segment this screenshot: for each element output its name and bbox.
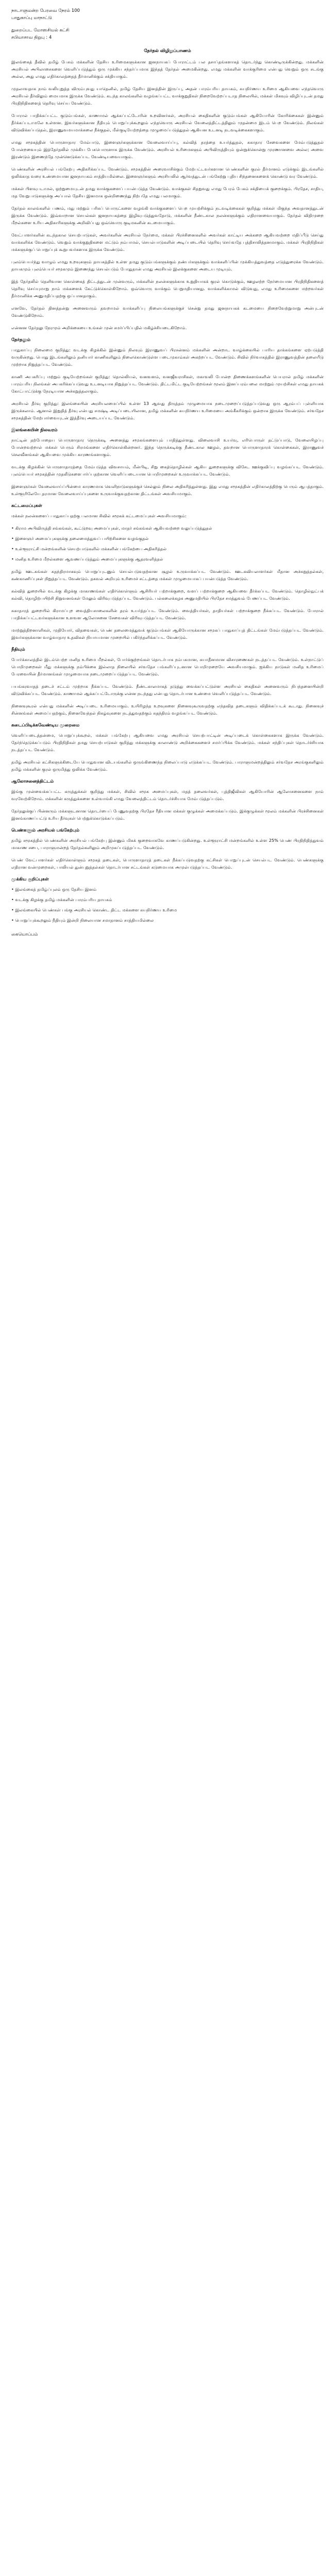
subheading-3-intro: மக்கள் நலன்களைப் பாதுகாப்பதற்கு பலமான சிவில் சமூகக் கட்டமைப்புகள் அவசியமாகும்: (11, 513, 187, 518)
paragraph: எமது சமூகத்தின் பொருளாதார மேம்பாடு, இளைஞர்களுக்கான வேலைவாய்ப்பு, கல்வித் தரத்தை உயர்த்துதல், சுகாதார சேவைகளை மேம்படுத்துதல் போன்றவையும் இத்தேர்தலில் முக்கிய பேசுபொருளாக இருக்க வேண்டும். அரசியல் உரிமைகளும் அபிவிருத்தியும் ஒன்றுக்கொன்று முரணானவை அல்ல; அவை இரண்டும் இணைந்தே முன்னெடுக்கப்பட வேண்டியவையாகும். (11, 140, 324, 159)
document-title: தேர்தல் விழிறுப்பாணம் (144, 48, 191, 54)
section-4 (11, 346, 324, 421)
paragraph: கல்வித் துறையில் வடக்கு கிழக்கு மாகாணங்கள் எதிர்கொள்ளும் ஆசிரியர் பற்றாக்குறை, வளப் பற்றாக்குறை ஆகியவை தீர்க்கப்பட வேண்டும். தொழில்நுட்பக் கல்வி, தொழிற்பயிற்சி நிறுவனங்கள் மேலும் விரிவுபடுத்தப்பட வேண்டும். பல்கலைக்கழக அனுமதியில் பிரதேச சமத்துவம் பேணப்பட வேண்டும். (11, 588, 324, 601)
bullet-list-2 (11, 886, 324, 924)
subheading-3: கட்டமைப்புகள் (11, 503, 42, 509)
header-line-4: சபியாசாவ திறுபு : 4 (11, 35, 52, 40)
section-7 (11, 656, 324, 717)
paragraph: இலங்கைத் தீவில் தமிழ் பேசும் மக்களின் தேசிய உரிமைகளுக்கான ஜனநாயகப் போராட்டம் பல தசாப்தங்களாகத் தொடர்ந்து கொண்டிருக்கின்றது. மக்களின் அரசியல் அபிலாசைகளை வெளிப்படுத்தும் ஒரு முக்கிய சந்தர்ப்பமாக இந்தத் தேர்தல் அமைகின்றது. எமது மக்களின் வாக்குரிமை என்பது வெறும் ஒரு சடங்கு அல்ல, அது எமது எதிர்காலத்தைத் தீர்மானிக்கும் சக்தியாகும். (11, 59, 324, 79)
paragraph: தேர்தலுக்குப் பின்னரும் மக்களுடனான தொடர்பைப் பேணுவதற்கு பிரதேச ரீதியான மக்கள் குழுக்கள் அமைக்கப்படும். இக்குழுக்கள் மூலம் மக்களின் பிரச்சினைகள் இனங்காணப்பட்டு உரிய தீர்வுகள் பெற்றுக்கொடுக்கப்படும். (11, 808, 324, 821)
paragraph: இங்கு முன்வைக்கப்பட்ட கருத்துக்கள் குறித்து மக்கள், சிவில் சமூக அமைப்புகள், மதத் தலைவர்கள், புத்திஜீவிகள் ஆகியோரின் ஆலோசனைகளை நாம் வரவேற்கிறோம். மக்களின் கருத்துக்களை உள்வாங்கி எமது வேலைத்திட்டம் தொடர்ச்சியாக மேம்படுத்தப்படும். (11, 789, 324, 801)
paragraph: தமிழ் ஊடகங்கள் சுதந்திரமாகவும் பொறுப்புடனும் செயல்படுவதற்கான சூழல் உருவாக்கப்பட வேண்டும். ஊடகவியலாளர்கள் மீதான அச்சுறுத்தல்கள், கண்காணிப்புகள் நிறுத்தப்பட வேண்டும். தகவல் அறியும் உரிமைச் சட்டத்தை மக்கள் முழுமையாகப் பயன்படுத்த வேண்டும். (11, 569, 324, 581)
paragraph: போரால் பாதிக்கப்பட்ட குடும்பங்கள், காணாமல் ஆக்கப்பட்டோரின் உறவினர்கள், அரசியல் கைதிகளின் குடும்பங்கள் ஆகியோரின் கோரிக்கைகள் இன்னும் தீர்க்கப்படாமலே உள்ளன. இவர்களுக்கான நீதியும் பொறுப்புக்கூறலும் எந்தவொரு அரசியல் வேலைத்திட்டத்திலும் முதன்மை இடம் பெற வேண்டும். நிலங்கள் விடுவிக்கப்படுதல், இராணுவமயமாக்கலை நீக்குதல், மீள்குடியேற்றத்தை முழுமைப்படுத்துதல் ஆகியன உடனடி நடவடிக்கைகளாகும். (11, 113, 324, 132)
bullet-item: • உள்ளூராட்சி மன்றங்களின் செயற்பாடுகளில் மக்களின் பங்கேற்பை அதிகரித்தல் (11, 545, 324, 552)
paragraph: தேர்தல் காலங்களில் பணம், மது மற்றும் பரிசுப் பொருட்களை வழங்கி வாக்குகளைப் பெற முயற்சிக்கும் நடவடிக்கைகள் குறித்து மக்கள் மிகுந்த அவதானத்துடன் இருக்க வேண்டும். இவ்வாறான செயல்கள் ஜனநாயகத்தை இழிவுபடுத்துவதோடு, மக்களின் நீண்டகால நலன்களுக்கும் எதிரானவையாகும். தேர்தல் விதிமுறை மீறல்களை உரிய அதிகாரிகளுக்கு அறிவிப்பது ஒவ்வொரு குடிமகனின் கடமையாகும். (11, 206, 324, 225)
paragraph: இளைஞர்கள் வேலைவாய்ப்பின்மை காரணமாக வெளிநாடுகளுக்குச் செல்லும் நிலை அதிகரித்துள்ளது. இது எமது சமூகத்தின் எதிர்காலத்திற்கு பெரும் ஆபத்தாகும். உள்ளூரிலேயே தரமான வேலைவாய்ப்புகளை உருவாக்குவதற்கான திட்டங்கள் அவசியமாகும். (11, 484, 324, 496)
signature-line: கையொப்பம் (11, 932, 38, 937)
header-line-1: நாடாளுமன்ற பேரவை நேரம் 100 (11, 8, 80, 13)
section-2 (11, 205, 324, 273)
bullet-item: • இளைஞர் அமைப்புகளுக்கு தலைமைத்துவப் பயிற்சிகளை வழங்குதல் (11, 535, 324, 542)
paragraph: மாற்றுத்திறனாளிகள், முதியோர், விதவைகள், பெண் தலைமைத்துவக் குடும்பங்கள் ஆகியோருக்கான சமூகப் பாதுகாப்புத் திட்டங்கள் மேம்படுத்தப்பட வேண்டும். இவர்களுக்கான வாழ்வாதார உதவிகள் நியாயமான முறையில் பகிர்ந்தளிக்கப்பட வேண்டும். (11, 628, 324, 640)
subheading-6: ஆலோசனைத்திட்டம் (11, 779, 54, 784)
header-line-2: பாதுகாப்பு மாநாட்டு (11, 15, 52, 21)
paragraph: வெளிப்படைத்தன்மை, பொறுப்புக்கூறல், மக்கள் பங்கேற்பு ஆகியவை எமது அரசியல் செயற்பாட்டின் அடிப்படைக் கொள்கைகளாக இருக்க வேண்டும். தேர்ந்தெடுக்கப்படும் பிரதிநிதிகள் தமது செயற்பாடுகள் குறித்து மக்களுக்கு காலாண்டு அறிக்கைகளைச் சமர்ப்பிக்க வேண்டும். மக்கள் சந்திப்புகள் தொடர்ச்சியாக நடத்தப்பட வேண்டும். (11, 733, 324, 752)
paragraph: போர்க்காலத்தில் இடம்பெற்ற மனித உரிமை மீறல்கள், போர்க்குற்றங்கள் தொடர்பாக நம்பகமான, சுயாதீனமான விசாரணைகள் நடத்தப்பட வேண்டும். உள்நாட்டுப் பொறிமுறைகள் மீது மக்களுக்கு நம்பிக்கை இல்லாத நிலையில் சர்வதேச பங்களிப்புடனான பொறிமுறையே அவசியமாகும். ஐக்கிய நாடுகள் மனித உரிமைப் பேரவையின் தீர்மானங்கள் முழுமையாக நடைமுறைப்படுத்தப்பட வேண்டும். (11, 657, 324, 676)
paragraph: பெண் வேட்பாளர்கள் எதிர்கொள்ளும் சமூகத் தடைகள், பொருளாதாரத் தடைகள் நீக்கப்படுவதற்கு கட்சிகள் பொறுப்புடன் செயல்பட வேண்டும். பெண்களுக்கு எதிரான வன்முறைகள், பாலியல் துன்புறுத்தல்கள் தொடர்பான சட்டங்கள் கடுமையாக அமுல்படுத்தப்பட வேண்டும். (11, 857, 324, 870)
paragraph: தமிழ் சமூகத்தில் பெண்களின் அரசியல் பங்கேற்பு இன்னும் மிகக் குறைவாகவே காணப்படுகின்றது. உள்ளூராட்சி மன்றங்களில் உள்ள 25% பெண் பிரதிநிதித்துவம் மாகாண சபை, பாராளுமன்றத் தேர்தல்களிலும் அறிமுகப்படுத்தப்பட வேண்டும். (11, 838, 324, 850)
bullet-item: • பொறுப்புக்கூறலும் நீதியும் இன்றி நிலையான சமாதானம் சாத்தியமில்லை (11, 917, 324, 924)
paragraph: மக்கள் பிளவுபடாமல், ஒற்றுமையுடன் தமது வாக்குகளைப் பயன்படுத்த வேண்டும். வாக்குகள் சிதறுவது எமது பேரம் பேசும் சக்தியைக் குறைக்கும். பிரதேச, சாதிய, மத வேறுபாடுகளுக்கு அப்பால் தேசிய இனமாக ஒன்றிணைந்து நிற்பதே எமது பலமாகும். (11, 186, 324, 198)
paragraph: புலம்பெயர்ந்து வாழும் எமது உறவுகளும் தாயகத்தில் உள்ள தமது குடும்பங்களுக்கும் நண்பர்களுக்கும் வாக்களிப்பின் முக்கியத்துவத்தை எடுத்துரைக்க வேண்டும். தாயகமும் புலம்பெயர் சமூகமும் இணைந்து செயல்படும் போதுதான் எமது அரசியல் இலக்குகளை அடைய முடியும். (11, 259, 324, 272)
section-10 (11, 837, 324, 871)
paragraph: பயங்கரவாதத் தடைச் சட்டம் முற்றாக நீக்கப்பட வேண்டும். நீண்டகாலமாகத் தடுத்து வைக்கப்பட்டுள்ள அரசியல் கைதிகள் அனைவரும் நிபந்தனையின்றி விடுவிக்கப்பட வேண்டும். காணாமல் ஆக்கப்பட்டோருக்கு என்ன நடந்தது என்பது தொடர்பான உண்மை வெளிப்படுத்தப்பட வேண்டும். (11, 684, 324, 696)
paragraph: தமிழ் அரசியல் கட்சிகளுக்கிடையே பொதுவான விடயங்களில் ஒருங்கிணைந்த நிலைப்பாடு எடுக்கப்பட வேண்டும். பாராளுமன்றத்திலும் சர்வதேச அரங்குகளிலும் தமிழ் மக்களின் குரல் ஒருமித்து ஒலிக்க வேண்டும். (11, 759, 324, 772)
header-line-3: துறைப்பட மோஸசியல் கட்சி (11, 28, 70, 33)
paragraph: காணி அபகரிப்பு மற்றும் குடியேற்றங்கள் குறித்து: தொல்லியல், வனவளம், வனஜீவராசிகள், மகாவலி போன்ற திணைக்களங்களின் பெயரால் தமிழ் மக்களின் பாரம்பரிய நிலங்கள் அபகரிக்கப்படுவது உடனடியாக நிறுத்தப்பட வேண்டும். திட்டமிட்ட குடியேற்றங்கள் மூலம் இனப்பரம்பலை மாற்றும் முயற்சிகள் எமது தாயகக் கோட்பாட்டுக்கு நேரடியான அச்சுறுத்தலாகும். (11, 374, 324, 394)
section-3 (11, 278, 324, 319)
subheading-1: தேர்தலும் (11, 337, 31, 343)
bullet-item: • கிராம அபிவிருத்தி சங்கங்கள், கூட்டுறவு அமைப்புகள், மாதர் சங்கங்கள் ஆகியவற்றை வலுப்படுத்துதல் (11, 524, 324, 532)
paragraph: எனவே, தேர்தல் தினத்தன்று அனைவரும் தவறாமல் வாக்களிப்பு நிலையங்களுக்குச் சென்று தமது ஜனநாயகக் கடமையை நிறைவேற்றுமாறு அன்புடன் வேண்டுகிறோம். (11, 306, 324, 318)
subheading-4: நீதியும் (11, 647, 25, 652)
section-8 (11, 732, 324, 773)
section-6 (11, 568, 324, 641)
bullet-item: • இலங்கையில் பெண்கள் பங்கு அரசியல் கொண்ட திட்ட மக்களை சுயநிர்ணய உரிமை (11, 906, 324, 913)
document-page (0, 0, 335, 938)
subheading-5: கடைப்பிடிக்கவேண்டிய முறைமை (11, 723, 80, 728)
paragraph: சுகாதாரத் துறையில் கிராமப்புற வைத்தியசாலைகளின் தரம் உயர்த்தப்பட வேண்டும். வைத்தியர்கள், தாதியர்கள் பற்றாக்குறை நீக்கப்பட வேண்டும். போரால் பாதிக்கப்பட்டவர்களுக்கான உளவள ஆலோசனை சேவைகள் விரிவுபடுத்தப்பட வேண்டும். (11, 608, 324, 620)
subheading-2: இலங்கையின் நிலவரம் (11, 428, 58, 433)
bullet-item: • மனித உரிமை மீறல்களை ஆவணப்படுத்தும் அமைப்புகளுக்கு ஆதரவளித்தல் (11, 555, 324, 563)
subheading-8: முக்கிய குறிப்புகள் (11, 877, 49, 882)
section-9 (11, 788, 324, 822)
paragraph: அரசியல் தீர்வு குறித்து: இலங்கையின் அரசியலமைப்பில் உள்ள 13 ஆவது திருத்தம் முழுமையாக நடைமுறைப்படுத்தப்படுவது ஒரு ஆரம்பப் புள்ளியாக இருக்கலாம். ஆனால் இறுதித் தீர்வு என்பது சமஷ்டி அடிப்படையிலான, தமிழ் மக்களின் சுயநிர்ணய உரிமையை அங்கீகரிக்கும் ஒன்றாக இருக்க வேண்டும். சர்வதேச சமூகத்தின் மேற்பார்வையுடன் இத்தீர்வு அடையப்பட வேண்டும். (11, 401, 324, 420)
bullet-list-1 (11, 524, 324, 563)
paragraph: வேட்பாளர்களின் கடந்தகால செயற்பாடுகள், அவர்களின் அரசியல் நேர்மை, மக்கள் பிரச்சினைகளில் அவர்கள் காட்டிய அக்கறை ஆகியவற்றை மதிப்பீடு செய்து வாக்களிக்க வேண்டும். வெறும் வாக்குறுதிகளை மட்டும் நம்பாமல், செயல்பாடுகளின் அடிப்படையில் தெரிவு செய்வதே புத்திசாலித்தனமாகும். மக்கள் பிரதிநிதிகள் மக்களுக்குப் பொறுப்புக் கூறுபவர்களாக இருக்க வேண்டும். (11, 232, 324, 252)
paragraph: பெண்களின் அரசியல் பங்கேற்பு அதிகரிக்கப்பட வேண்டும். சமூகத்தின் அரைவாசிக்கும் மேற்பட்டவர்களான பெண்களின் குரல் தீர்மானம் எடுக்கும் இடங்களில் ஒலிக்காத வரை உண்மையான ஜனநாயகம் சாத்தியமில்லை. இளைஞர்களும் அரசியலில் ஆர்வத்துடன் பங்கேற்று புதிய சிந்தனைகளைக் கொண்டு வர வேண்டும். (11, 166, 324, 179)
closing-paragraph: என்னன தேர்தலு நேரமும் அறிக்கையை உங்கள் முன் சமர்ப்பிப்பதில் மகிழ்ச்சியடைகிறோம். (11, 325, 187, 330)
paragraph: முதலாவதாக நாம் வலியுறுத்த விரும்புவது யாதெனில், தமிழ் தேசிய இனத்தின் இருப்பு, அதன் பாரம்பரிய தாயகம், சுயநிர்ணய உரிமை ஆகியவை எந்தவொரு அரசியல் தீர்விலும் மையமாக இருக்க வேண்டும். கடந்த காலங்களில் வழங்கப்பட்ட வாக்குறுதிகள் நிறைவேற்றப்படாத நிலையில், மக்கள் மிகவும் விழிப்புடன் தமது பிரதிநிதிகளைத் தெரிவு செய்ய வேண்டும். (11, 86, 324, 106)
section-1 (11, 58, 324, 199)
paragraph: இத் தேர்தலில் தெளிவான கொள்கைத் திட்டத்துடன் முன்வரும், மக்களின் நலன்களுக்காக உறுதியாகக் குரல் கொடுக்கும், ஊழலற்ற நேர்மையான பிரதிநிதிகளைத் தெரிவு செய்யுமாறு நாம் மக்களைக் கேட்டுக்கொள்கிறோம். ஒவ்வொரு வாக்கும் பெறுமதியானது. வாக்களிக்காமல் விடுவது, எமது உரிமைகளை மற்றவர்கள் தீர்மானிக்க அனுமதிப்பதற்கு ஒப்பானதாகும். (11, 279, 324, 298)
bullet-item: • இலங்கைத் தமிழ்ப்புலம் ஒரு தேசிய இனம் (11, 886, 324, 893)
section-5 (11, 436, 324, 497)
paragraph: நாட்டின் தற்போதைய பொருளாதார நெருக்கடி அனைத்து சமூகங்களையும் பாதித்துள்ளது. விலைவாசி உயர்வு, எரிபொருள் தட்டுப்பாடு, வேலையிழப்பு போன்றவற்றால் மக்கள் பெரும் சிரமங்களை எதிர்கொள்கின்றனர். இந்த நெருக்கடிக்கு நீண்டகால ஊழல், தவறான பொருளாதாரக் கொள்கைகள், இராணுவச் செலவீனங்கள் ஆகியவை முக்கிய காரணங்களாகும். (11, 437, 324, 457)
bullet-item: • வடக்கு கிழக்கு தமிழ் மக்களின் பாரம்பரிய தாயகம் (11, 896, 324, 903)
subheading-7: பெண்களும் அரசியல் பங்கேற்பும் (11, 828, 79, 833)
paragraph: நினைவுகூரல் என்பது மக்களின் அடிப்படை உரிமையாகும். உயிரிழந்த உறவுகளை நினைவுகூருவதற்கு எந்தவித தடைகளும் விதிக்கப்படக் கூடாது. நினைவுச் சின்னங்கள் அமைப்பதற்கும், நினைவேந்தல் நிகழ்வுகளை நடத்துவதற்கும் சுதந்திரம் வழங்கப்பட வேண்டும். (11, 703, 324, 716)
paragraph: பாதுகாப்பு நிலைமை குறித்து: வடக்கு கிழக்கில் இன்னும் நிலவும் இராணுவப் பிரசன்னம் மக்களின் அன்றாட வாழ்க்கையில் பாரிய தாக்கங்களை ஏற்படுத்தி வருகின்றது. பொது இடங்களிலும் தனியார் காணிகளிலும் நிலைகொண்டுள்ள படைமுகாம்கள் அகற்றப்பட வேண்டும். சிவில் நிர்வாகத்தில் இராணுவத்தின் தலையீடு முற்றாக நிறுத்தப்பட வேண்டும். (11, 347, 324, 367)
paragraph: வடக்கு கிழக்கின் பொருளாதாரத்தை மேம்படுத்த விவசாயம், மீன்பிடி, சிறு கைத்தொழில்கள் ஆகிய துறைகளுக்கு விசேட ஊக்குவிப்பு வழங்கப்பட வேண்டும். புலம்பெயர் சமூகத்தின் முதலீடுகளை ஈர்ப்பதற்கான வெளிப்படையான பொறிமுறைகள் உருவாக்கப்பட வேண்டும். (11, 464, 324, 477)
